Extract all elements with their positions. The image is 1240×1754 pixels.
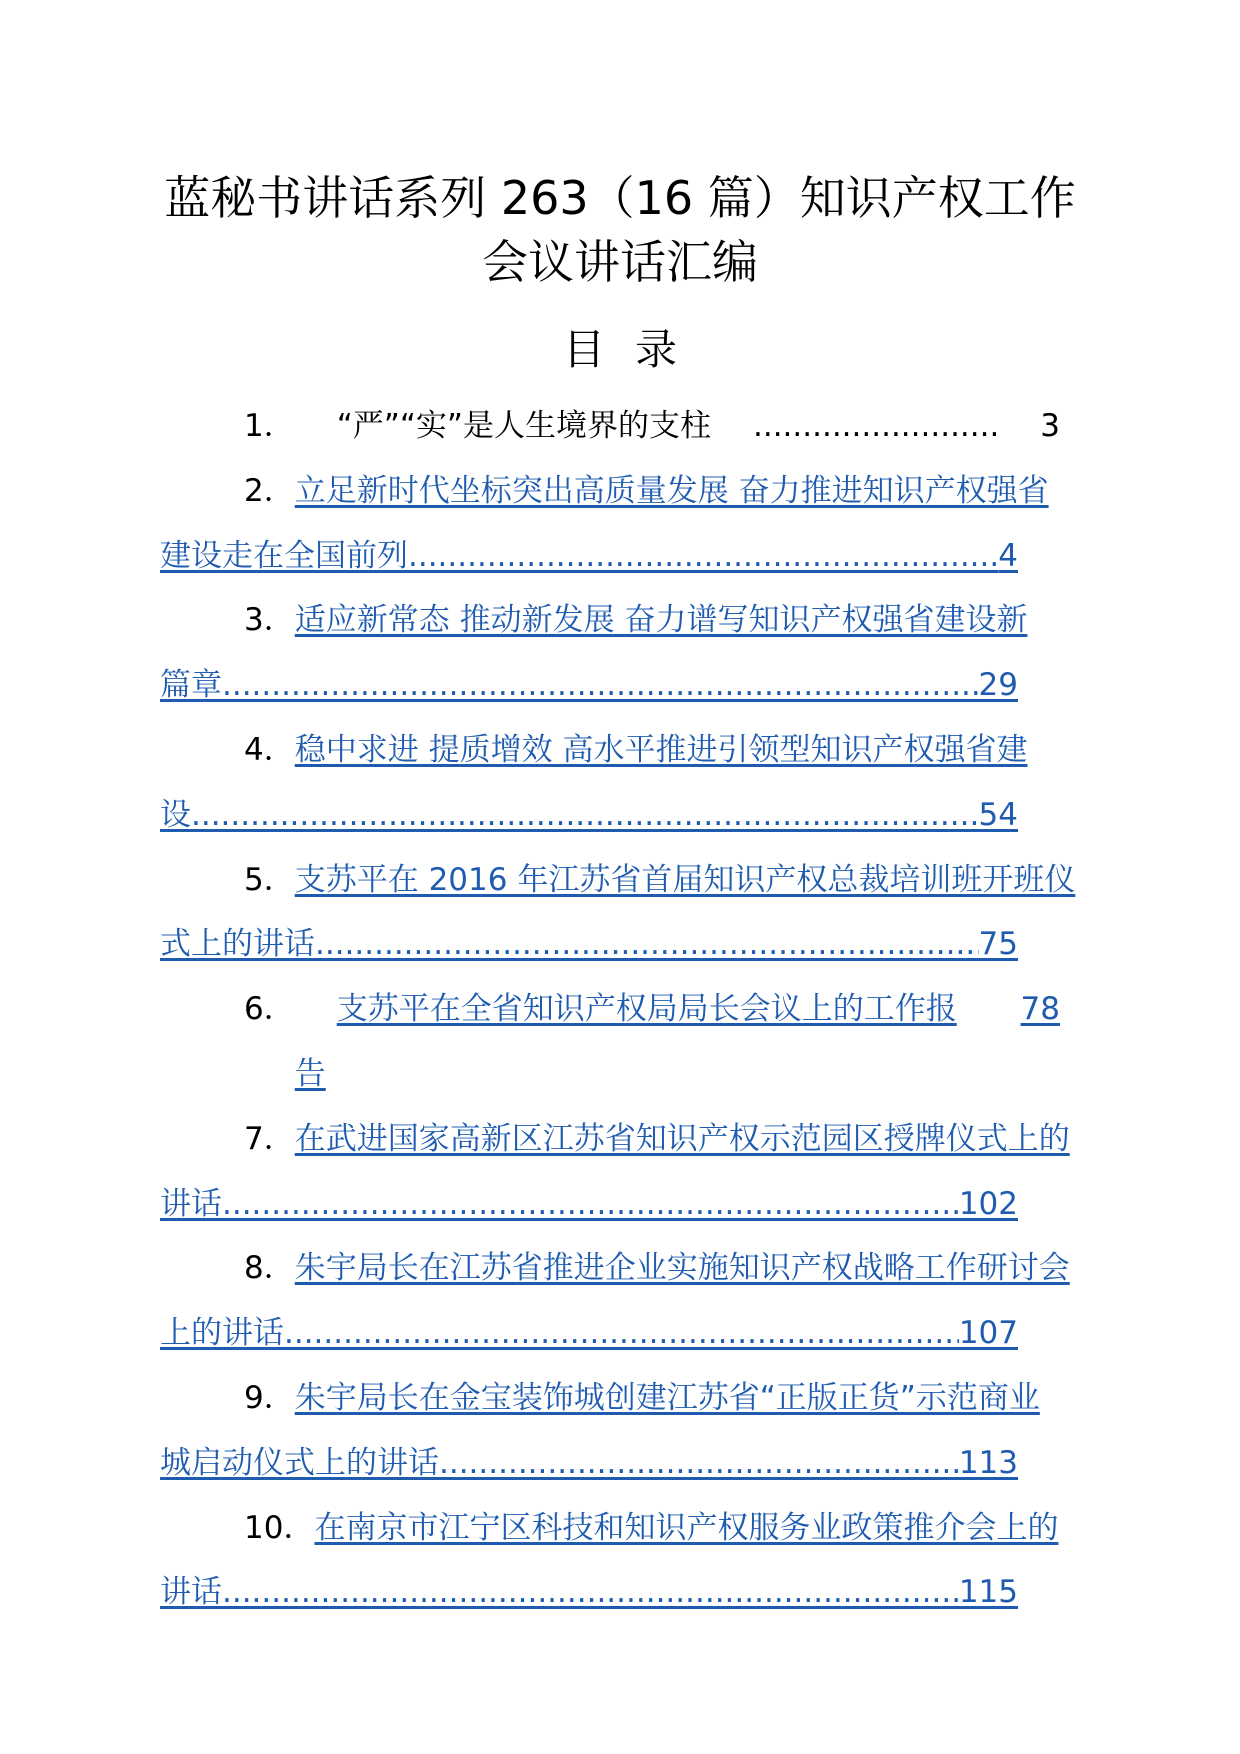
toc-entry-number: 9． bbox=[244, 1379, 295, 1416]
dot-leader bbox=[284, 1301, 959, 1366]
toc-entry-title: “严”“实”是人生境界的支柱 bbox=[336, 408, 711, 444]
toc-entry-number: 8． bbox=[244, 1250, 295, 1287]
document-title-line1: 蓝秘书讲话系列 263（16 篇）知识产权工作 bbox=[164, 171, 1076, 225]
toc-entry-number: 10． bbox=[244, 1509, 315, 1546]
toc-entry[interactable] bbox=[160, 1366, 1090, 1496]
toc-entry-title-cont[interactable]: 设 bbox=[160, 796, 191, 833]
toc-entry-title[interactable]: 立足新时代坐标突出高质量发展 奋力推进知识产权强省 bbox=[294, 472, 1049, 509]
toc-entry-page[interactable]: 54 bbox=[978, 796, 1018, 833]
dot-leader bbox=[222, 653, 979, 718]
toc-entry-page[interactable]: 113 bbox=[958, 1444, 1018, 1481]
toc-entry[interactable] bbox=[160, 718, 1090, 848]
toc-entry-title[interactable]: 稳中求进 提质增效 高水平推进引领型知识产权强省建 bbox=[294, 731, 1028, 768]
toc-entry-page[interactable]: 75 bbox=[978, 926, 1018, 963]
dot-leader bbox=[222, 1560, 959, 1625]
toc-entry-number: 7． bbox=[244, 1120, 295, 1157]
toc-entry-number: 4． bbox=[244, 731, 295, 768]
toc-entry-title[interactable]: 支苏平在 2016 年江苏省首届知识产权总裁培训班开班仪 bbox=[294, 861, 1076, 898]
toc-entry-page[interactable]: 115 bbox=[958, 1574, 1018, 1611]
toc-entry-title-cont[interactable]: 城启动仪式上的讲话 bbox=[160, 1444, 439, 1481]
toc-entry bbox=[160, 394, 1090, 459]
toc-entry-page[interactable]: 29 bbox=[978, 667, 1018, 704]
toc-entry[interactable] bbox=[160, 1236, 1090, 1366]
toc-entry-number: 2． bbox=[244, 472, 295, 509]
toc-entry-number: 5． bbox=[244, 861, 295, 898]
toc-entry-title[interactable]: 朱宇局长在金宝装饰城创建江苏省“正版正货”示范商业 bbox=[294, 1379, 1040, 1416]
document-title-line2: 会议讲话汇编 bbox=[482, 235, 758, 289]
toc-entry-page[interactable]: 78 bbox=[1020, 991, 1060, 1028]
toc-entry-number: 3． bbox=[244, 602, 295, 639]
toc-entry[interactable] bbox=[160, 848, 1090, 978]
dot-leader bbox=[315, 912, 979, 977]
toc-entry[interactable] bbox=[160, 588, 1090, 718]
toc-entry-title[interactable]: 在武进国家高新区江苏省知识产权示范园区授牌仪式上的 bbox=[294, 1120, 1070, 1157]
toc-entry-number: 6． bbox=[244, 991, 295, 1028]
toc-entry-title-cont[interactable]: 讲话 bbox=[160, 1574, 222, 1611]
toc-entry[interactable] bbox=[160, 977, 1090, 1107]
dot-leader bbox=[222, 1172, 959, 1237]
dot-leader bbox=[191, 783, 979, 848]
toc-entry-page[interactable]: 107 bbox=[958, 1315, 1018, 1352]
toc-entry-title[interactable]: 支苏平在全省知识产权局局长会议上的工作报告 bbox=[294, 991, 957, 1092]
toc-entry-title[interactable]: 在南京市江宁区科技和知识产权服务业政策推介会上的 bbox=[314, 1509, 1059, 1546]
toc-entry[interactable] bbox=[160, 1496, 1090, 1626]
toc-entry[interactable] bbox=[160, 1107, 1090, 1237]
dot-leader bbox=[408, 524, 998, 589]
toc-entry-title-cont[interactable]: 上的讲话 bbox=[160, 1315, 284, 1352]
toc-entry[interactable] bbox=[160, 459, 1090, 589]
toc-entry-page[interactable]: 102 bbox=[958, 1185, 1018, 1222]
dot-leader bbox=[439, 1431, 959, 1496]
toc-entry-title[interactable]: 适应新常态 推动新发展 奋力谱写知识产权强省建设新 bbox=[294, 602, 1028, 639]
dot-leader bbox=[711, 394, 998, 459]
toc-entry-number: 1． bbox=[244, 408, 295, 444]
table-of-contents bbox=[160, 394, 1090, 1625]
toc-entry-title[interactable]: 朱宇局长在江苏省推进企业实施知识产权战略工作研讨会 bbox=[294, 1250, 1070, 1287]
toc-entry-title-cont[interactable]: 建设走在全国前列 bbox=[160, 537, 408, 574]
toc-entry-page: 3 bbox=[1040, 408, 1060, 444]
toc-heading: 目录 bbox=[562, 325, 707, 374]
toc-entry-title-cont[interactable]: 讲话 bbox=[160, 1185, 222, 1222]
toc-entry-title-cont[interactable]: 式上的讲话 bbox=[160, 926, 315, 963]
toc-entry-title-cont[interactable]: 篇章 bbox=[160, 667, 222, 704]
toc-entry-page[interactable]: 4 bbox=[998, 537, 1018, 574]
